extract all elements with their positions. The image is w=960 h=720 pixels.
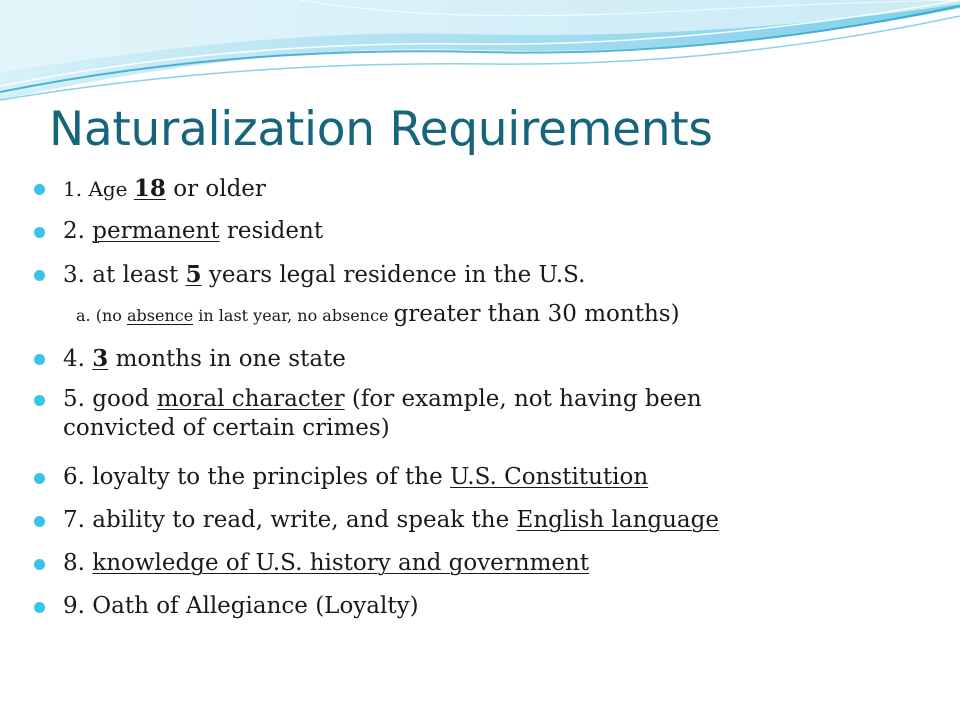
list-item: 1. Age 18 or older: [34, 174, 266, 204]
list-item: 6. loyalty to the principles of the U.S. Constitution: [34, 463, 648, 492]
list-item: 8. knowledge of U.S. history and government: [34, 549, 589, 578]
sub-item: a. (no absence in last year, no absence greater than 30 months): [76, 301, 680, 327]
bullet-icon: [34, 184, 45, 195]
bullet-icon: [34, 227, 45, 238]
list-item: 2. permanent resident: [34, 217, 323, 246]
bullet-icon: [34, 559, 45, 570]
list-item: 7. ability to read, write, and speak the English language: [34, 506, 719, 535]
bullet-icon: [34, 395, 45, 406]
age-value: 18: [133, 175, 166, 202]
list-item: 5. good moral character (for example, not having been convicted of certain crimes): [34, 385, 923, 443]
bullet-icon: [34, 516, 45, 527]
list-item: 4. 3 months in one state: [34, 344, 346, 374]
bullet-icon: [34, 354, 45, 365]
list-item: 9. Oath of Allegiance (Loyalty): [34, 592, 419, 621]
bullet-icon: [34, 602, 45, 613]
list-item: 3. at least 5 years legal residence in the U.S.: [34, 260, 585, 290]
bullet-icon: [34, 270, 45, 281]
slide-title: Naturalization Requirements: [49, 102, 713, 157]
bullet-icon: [34, 473, 45, 484]
